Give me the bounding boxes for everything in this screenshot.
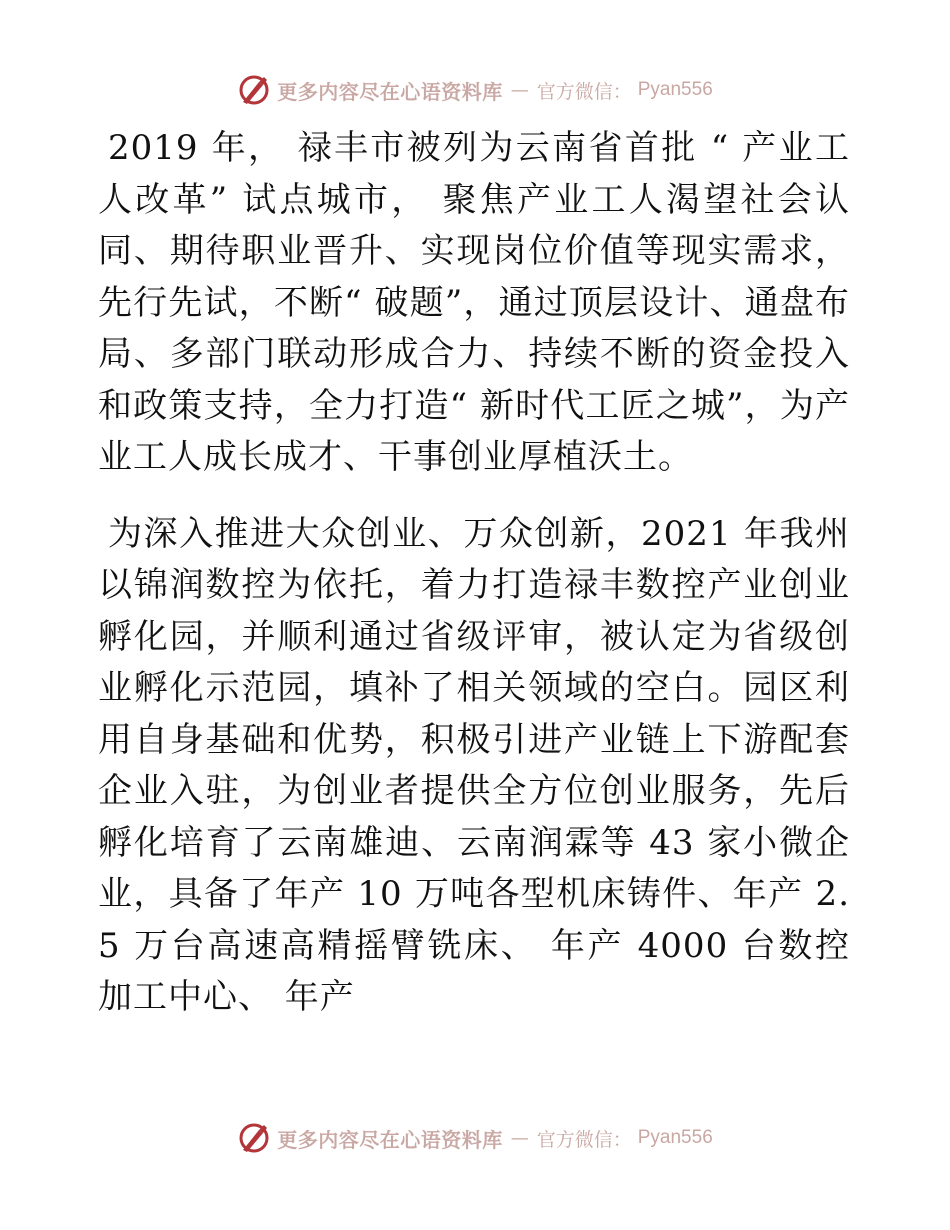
watermark-dash: — bbox=[510, 79, 529, 101]
watermark-official-label: 官方微信： bbox=[536, 80, 632, 103]
paragraph-1: 2019 年， 禄丰市被列为云南省首批 “ 产业工人改革” 试点城市， 聚焦产业工人渴望社会认同、期待职业晋升、实现岗位价值等现实需求，先行先试，不断“ 破题”，通过顶层设计、通盘布局、多部门联动形成合力、持续不断的资金投入和政策支持，全力打造“ 新时代工匠之城”，为产业工人成长成才、干事创业厚植沃土。 bbox=[98, 128, 850, 477]
watermark-wechat-id: Pyan556 bbox=[637, 1127, 713, 1148]
watermark-wechat-id: Pyan556 bbox=[637, 79, 713, 100]
watermark-official-label: 官方微信： bbox=[536, 1128, 632, 1151]
watermark-group bbox=[237, 1121, 713, 1155]
watermark-main-text: 更多内容尽在心语资料库 bbox=[277, 79, 503, 104]
pen-circle-logo-icon bbox=[237, 1121, 271, 1155]
watermark-banner-top bbox=[0, 70, 950, 110]
watermark-banner-bottom bbox=[0, 1118, 950, 1158]
watermark-group bbox=[237, 73, 713, 107]
pen-circle-logo-icon bbox=[237, 73, 271, 107]
paragraph-2: 为深入推进大众创业、万众创新，2021 年我州以锦润数控为依托，着力打造禄丰数控产业创业孵化园，并顺利通过省级评审，被认定为省级创业孵化示范园，填补了相关领域的空白。园区利用自身基础和优势，积极引进产业链上下游配套企业入驻，为创业者提供全方位创业服务，先后孵化培育了云南雄迪、云南润霖等 43 家小微企业，具备了年产 10 万吨各型机床铸件、年产 2.5 万台高速高精摇臂铣床、 年产 4000 台数控加工中心、 年产 bbox=[98, 513, 850, 1017]
watermark-dash: — bbox=[510, 1127, 529, 1149]
document-body bbox=[98, 123, 850, 1024]
watermark-main-text: 更多内容尽在心语资料库 bbox=[277, 1127, 503, 1152]
